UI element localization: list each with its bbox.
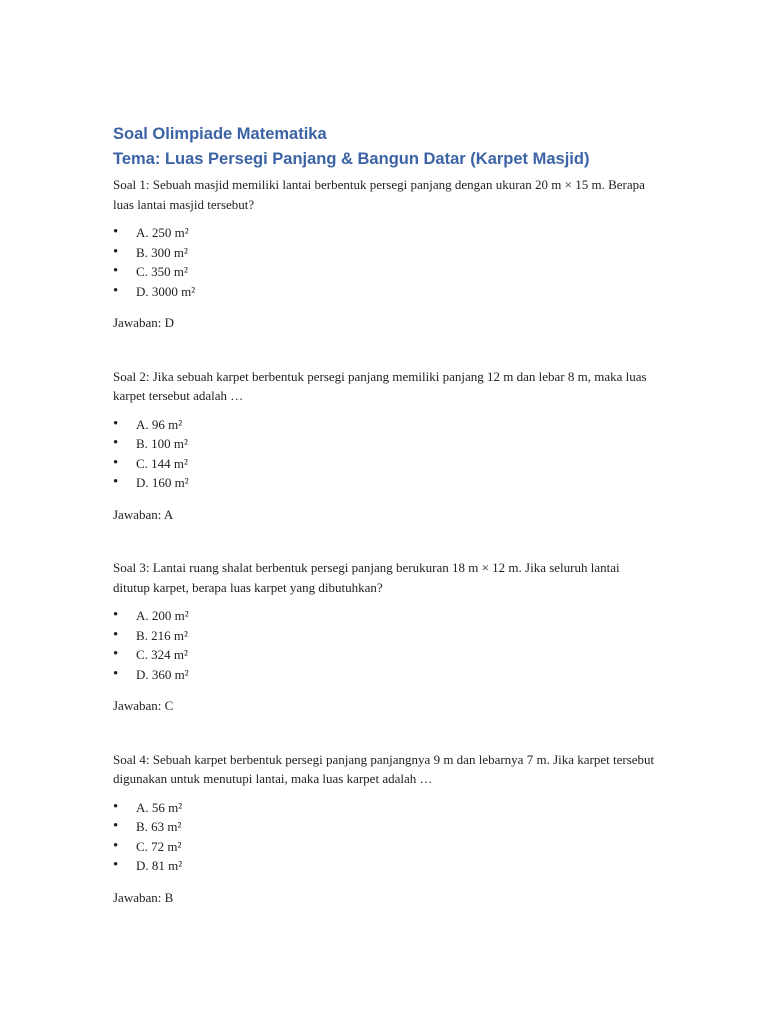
spacer <box>113 524 658 558</box>
option-item: • A. 96 m² <box>113 415 658 435</box>
option-item: • D. 81 m² <box>113 856 658 876</box>
answer-text: Jawaban: C <box>113 698 174 713</box>
document-page <box>113 122 658 907</box>
option-item: • C. 144 m² <box>113 454 658 474</box>
document-title: Soal Olimpiade Matematika <box>113 125 327 143</box>
question-2 <box>113 367 658 525</box>
option-item: • C. 324 m² <box>113 645 658 665</box>
answer-text: Jawaban: B <box>113 889 174 905</box>
spacer <box>113 716 658 750</box>
question-text: Soal 2: Jika sebuah karpet berbentuk persegi panjang memiliki panjang 12 m dan lebar 8 m, maka luas karpet tersebut adalah … <box>113 368 647 403</box>
option-item: • B. 216 m² <box>113 626 658 646</box>
spacer <box>113 333 658 367</box>
option-list <box>113 415 658 493</box>
answer-text: Jawaban: A <box>113 506 174 522</box>
option-item: • D. 360 m² <box>113 665 658 685</box>
option-item: • A. 56 m² <box>113 798 658 818</box>
question-text: Soal 3: Lantai ruang shalat berbentuk persegi panjang berukuran 18 m × 12 m. Jika seluruh lantai ditutup karpet, berapa luas karpet yang dibutuhkan? <box>113 560 620 595</box>
option-list <box>113 798 658 876</box>
question-1 <box>113 175 658 333</box>
answer-text: Jawaban: D <box>113 315 175 330</box>
option-item: • C. 72 m² <box>113 837 658 857</box>
option-item: • B. 100 m² <box>113 434 658 454</box>
document-subtitle: Tema: Luas Persegi Panjang & Bangun Datar (Karpet Masjid) <box>113 150 590 168</box>
option-item: • A. 250 m² <box>113 223 658 243</box>
option-item: • D. 160 m² <box>113 473 658 493</box>
option-list <box>113 606 658 684</box>
option-item: • D. 3000 m² <box>113 282 658 302</box>
option-item: • B. 63 m² <box>113 817 658 837</box>
question-3 <box>113 558 658 716</box>
question-text: Soal 1: Sebuah masjid memiliki lantai berbentuk persegi panjang dengan ukuran 20 m × 15 m. Berapa luas lantai masjid tersebut? <box>113 177 645 212</box>
question-4 <box>113 750 658 908</box>
option-item: • C. 350 m² <box>113 262 658 282</box>
option-item: • B. 300 m² <box>113 243 658 263</box>
question-text: Soal 4: Sebuah karpet berbentuk persegi panjang panjangnya 9 m dan lebarnya 7 m. Jika karpet tersebut digunakan untuk menutupi lantai, maka luas karpet adalah … <box>113 751 655 786</box>
option-item: • A. 200 m² <box>113 606 658 626</box>
option-list <box>113 223 658 301</box>
